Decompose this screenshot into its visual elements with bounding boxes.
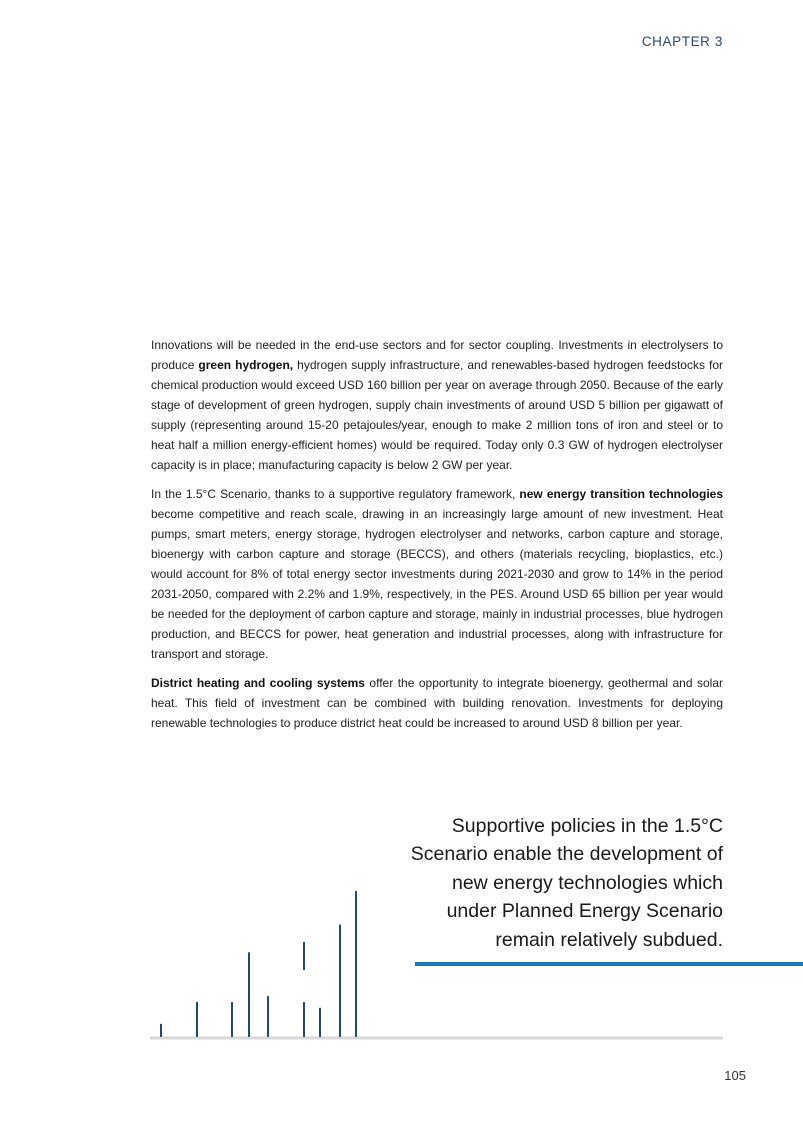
chapter-label: CHAPTER 3 bbox=[641, 34, 723, 49]
highlight-green-hydrogen: green hydrogen, bbox=[198, 358, 294, 372]
pull-quote: Supportive policies in the 1.5°C Scenario enable the development of new energy technologies which under Planned Energy Scenario remain relatively subdued. bbox=[410, 815, 723, 951]
highlight-district-heating: District heating and cooling systems bbox=[151, 676, 365, 690]
paragraph-green-hydrogen: Innovations will be needed in the end-use sectors and for sector coupling. Investments in electrolysers to produce green hydrogen, hydrogen supply infrastructure, and renewables-based hydrogen feedstocks for chemical production would exceed USD 160 billion per year on average through 2050. Because of the early stage of development of green hydrogen, supply chain investments of around USD 5 billion per gigawatt of supply (representing around 15-20 petajoules/year, enough to make 2 million tons of iron and steel or to heat half a million energy-efficient homes) would be required. Today only 0.3 GW of hydrogen electrolyser capacity is in place; manufacturing capacity is below 2 GW per year. bbox=[151, 338, 723, 472]
pull-quote-rule bbox=[415, 962, 803, 966]
paragraph-district-heating: District heating and cooling systems offer the opportunity to integrate bioenergy, geothermal and solar heat. This field of investment can be combined with building renovation. Investments for deploying renewable technologies to produce district heat could be increased to around USD 8 billion per year. bbox=[151, 676, 723, 730]
body-text bbox=[151, 335, 723, 742]
highlight-new-technologies: new energy transition technologies bbox=[519, 487, 724, 501]
page-number: 105 bbox=[724, 1068, 746, 1083]
paragraph-new-technologies: In the 1.5°C Scenario, thanks to a supportive regulatory framework, new energy transition technologies become competitive and reach scale, drawing in an increasingly large amount of new investment. Heat pumps, smart meters, energy storage, hydrogen electrolyser and networks, carbon capture and storage, bioenergy with carbon capture and storage (BECCS), and others (materials recycling, bioplastics, etc.) would account for 8% of total energy sector investments during 2021-2030 and grow to 14% in the period 2031-2050, compared with 2.2% and 1.9%, respectively, in the PES. Around USD 65 billion per year would be needed for the deployment of carbon capture and storage, mainly in industrial processes, blue hydrogen production, and BECCS for power, heat generation and industrial processes, along with infrastructure for transport and storage. bbox=[151, 487, 724, 661]
